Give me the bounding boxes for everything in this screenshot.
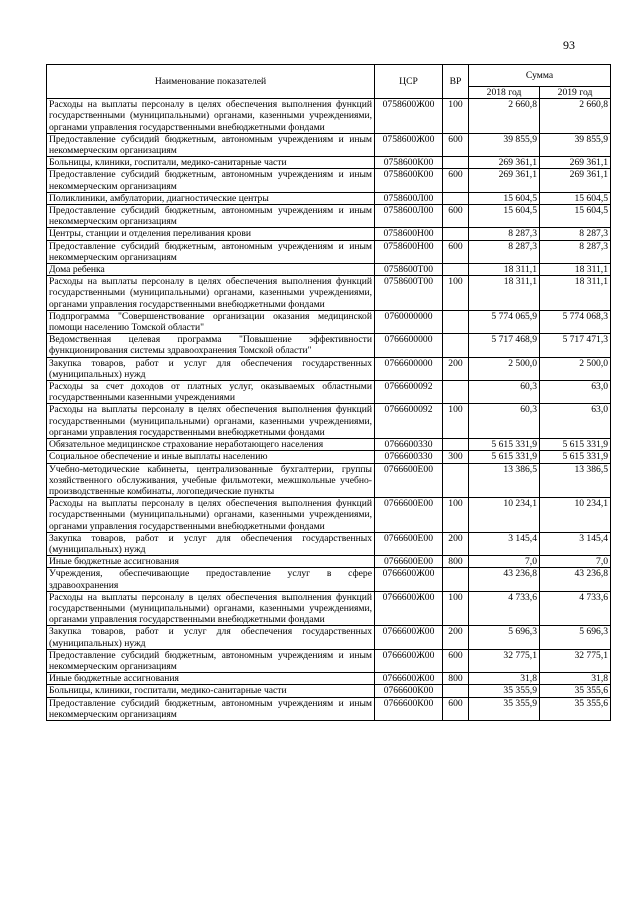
row-name: Больницы, клиники, госпитали, медико-санитарные части	[47, 685, 375, 697]
row-amount-2019: 5 717 471,3	[540, 334, 611, 357]
row-vr: 300	[443, 451, 469, 463]
row-csr: 0766600Ж00	[375, 591, 443, 626]
row-amount-2019: 43 236,8	[540, 568, 611, 591]
row-amount-2018: 31,8	[469, 673, 540, 685]
table-row	[47, 228, 611, 240]
row-amount-2019: 10 234,1	[540, 498, 611, 533]
row-name: Предоставление субсидий бюджетным, автономным учреждениям и иным некоммерческим организациям	[47, 697, 375, 720]
row-amount-2019: 18 311,1	[540, 264, 611, 276]
row-vr: 100	[443, 498, 469, 533]
row-amount-2019: 39 855,9	[540, 133, 611, 156]
row-amount-2018: 18 311,1	[469, 264, 540, 276]
row-name: Ведомственная целевая программа "Повышение эффективности функционирования системы здравоохранения Томской области"	[47, 334, 375, 357]
table-row	[47, 498, 611, 533]
row-amount-2019: 4 733,6	[540, 591, 611, 626]
row-vr	[443, 228, 469, 240]
row-vr	[443, 439, 469, 451]
row-name: Учреждения, обеспечивающие предоставление услуг в сфере здравоохранения	[47, 568, 375, 591]
row-amount-2018: 43 236,8	[469, 568, 540, 591]
row-vr: 600	[443, 205, 469, 228]
row-amount-2019: 15 604,5	[540, 192, 611, 204]
table-row	[47, 169, 611, 192]
row-vr	[443, 463, 469, 498]
row-amount-2019: 8 287,3	[540, 240, 611, 263]
row-csr: 0758600Т00	[375, 264, 443, 276]
table-row	[47, 192, 611, 204]
row-vr	[443, 685, 469, 697]
table-row	[47, 463, 611, 498]
row-csr: 0766600Е00	[375, 556, 443, 568]
row-amount-2018: 60,3	[469, 404, 540, 439]
row-amount-2019: 35 355,6	[540, 685, 611, 697]
row-name: Иные бюджетные ассигнования	[47, 556, 375, 568]
row-csr: 0760000000	[375, 310, 443, 333]
row-amount-2019: 18 311,1	[540, 276, 611, 311]
page-number: 93	[563, 38, 575, 52]
table-row	[47, 157, 611, 169]
header-name: Наименование показателей	[47, 65, 375, 99]
row-vr: 600	[443, 169, 469, 192]
header-sum: Сумма	[469, 65, 611, 87]
row-amount-2018: 269 361,1	[469, 169, 540, 192]
row-csr: 0758600Л00	[375, 205, 443, 228]
table-row	[47, 591, 611, 626]
row-amount-2018: 35 355,9	[469, 685, 540, 697]
row-amount-2019: 63,0	[540, 404, 611, 439]
row-name: Расходы за счет доходов от платных услуг, оказываемых областными государственными казенными учреждениями	[47, 381, 375, 404]
table-row	[47, 264, 611, 276]
budget-table	[46, 64, 611, 721]
row-name: Учебно-методические кабинеты, централизованные бухгалтерии, группы хозяйственного обслуживания, учебные фильмотеки, межшкольные учебно-производственные комбинаты, логопедические пункты	[47, 463, 375, 498]
row-amount-2018: 8 287,3	[469, 240, 540, 263]
row-amount-2019: 269 361,1	[540, 157, 611, 169]
table-row	[47, 532, 611, 555]
row-vr	[443, 157, 469, 169]
row-amount-2019: 2 500,0	[540, 357, 611, 380]
row-name: Предоставление субсидий бюджетным, автономным учреждениям и иным некоммерческим организациям	[47, 169, 375, 192]
row-csr: 0758600Н00	[375, 240, 443, 263]
row-name: Предоставление субсидий бюджетным, автономным учреждениям и иным некоммерческим организациям	[47, 205, 375, 228]
row-amount-2018: 4 733,6	[469, 591, 540, 626]
row-name: Расходы на выплаты персоналу в целях обеспечения выполнения функций государственными (муниципальными) органами, казенными учреждениями, органами управления государственными внебюджетными фондами	[47, 99, 375, 134]
row-csr: 0766600092	[375, 381, 443, 404]
row-csr: 0758600Ж00	[375, 99, 443, 134]
row-amount-2018: 5 615 331,9	[469, 439, 540, 451]
row-csr: 0758600К00	[375, 169, 443, 192]
row-amount-2019: 13 386,5	[540, 463, 611, 498]
table-row	[47, 381, 611, 404]
row-name: Больницы, клиники, госпитали, медико-санитарные части	[47, 157, 375, 169]
row-amount-2019: 7,0	[540, 556, 611, 568]
row-csr: 0766600К00	[375, 697, 443, 720]
row-name: Подпрограмма "Совершенствование организации оказания медицинской помощи населению Томской области"	[47, 310, 375, 333]
row-amount-2019: 32 775,1	[540, 649, 611, 672]
row-amount-2019: 15 604,5	[540, 205, 611, 228]
header-year-2019: 2019 год	[540, 87, 611, 99]
row-name: Расходы на выплаты персоналу в целях обеспечения выполнения функций государственными (муниципальными) органами, казенными учреждениями, органами управления государственными внебюджетными фондами	[47, 498, 375, 533]
row-amount-2019: 5 696,3	[540, 626, 611, 649]
row-vr: 600	[443, 240, 469, 263]
table-row	[47, 404, 611, 439]
table-row	[47, 451, 611, 463]
row-csr: 0766600Ж00	[375, 626, 443, 649]
table-row	[47, 357, 611, 380]
table-row	[47, 276, 611, 311]
row-amount-2018: 5 717 468,9	[469, 334, 540, 357]
row-csr: 0766600092	[375, 404, 443, 439]
row-amount-2018: 7,0	[469, 556, 540, 568]
row-csr: 0766600Е00	[375, 498, 443, 533]
row-name: Социальное обеспечение и иные выплаты населению	[47, 451, 375, 463]
table-row	[47, 240, 611, 263]
row-csr: 0758600Ж00	[375, 133, 443, 156]
row-amount-2019: 5 774 068,3	[540, 310, 611, 333]
row-amount-2019: 5 615 331,9	[540, 451, 611, 463]
row-name: Предоставление субсидий бюджетным, автономным учреждениям и иным некоммерческим организациям	[47, 133, 375, 156]
table-row	[47, 649, 611, 672]
row-name: Расходы на выплаты персоналу в целях обеспечения выполнения функций государственными (муниципальными) органами, казенными учреждениями, органами управления государственными внебюджетными фондами	[47, 404, 375, 439]
row-name: Предоставление субсидий бюджетным, автономным учреждениям и иным некоммерческим организациям	[47, 649, 375, 672]
row-amount-2019: 2 660,8	[540, 99, 611, 134]
header-year-2018: 2018 год	[469, 87, 540, 99]
row-csr: 0766600К00	[375, 685, 443, 697]
row-vr: 600	[443, 133, 469, 156]
row-name: Закупка товаров, работ и услуг для обеспечения государственных (муниципальных) нужд	[47, 357, 375, 380]
table-row	[47, 439, 611, 451]
row-amount-2018: 13 386,5	[469, 463, 540, 498]
table-row	[47, 697, 611, 720]
row-name: Расходы на выплаты персоналу в целях обеспечения выполнения функций государственными (муниципальными) органами, казенными учреждениями, органами управления государственными внебюджетными фондами	[47, 276, 375, 311]
row-amount-2018: 60,3	[469, 381, 540, 404]
row-amount-2018: 2 500,0	[469, 357, 540, 380]
row-name: Расходы на выплаты персоналу в целях обеспечения выполнения функций государственными (муниципальными) органами, казенными учреждениями, органами управления государственными внебюджетными фондами	[47, 591, 375, 626]
row-csr: 0766600000	[375, 334, 443, 357]
row-amount-2019: 5 615 331,9	[540, 439, 611, 451]
row-csr: 0766600Е00	[375, 463, 443, 498]
table-row	[47, 334, 611, 357]
row-amount-2018: 39 855,9	[469, 133, 540, 156]
row-amount-2019: 35 355,6	[540, 697, 611, 720]
row-name: Обязательное медицинское страхование неработающего населения	[47, 439, 375, 451]
table-row	[47, 205, 611, 228]
table-row	[47, 556, 611, 568]
row-amount-2018: 15 604,5	[469, 205, 540, 228]
row-name: Поликлиники, амбулатории, диагностические центры	[47, 192, 375, 204]
table-row	[47, 310, 611, 333]
row-csr: 0766600330	[375, 439, 443, 451]
row-vr: 800	[443, 673, 469, 685]
row-amount-2018: 5 774 065,9	[469, 310, 540, 333]
row-csr: 0766600330	[375, 451, 443, 463]
table-row	[47, 99, 611, 134]
row-vr	[443, 310, 469, 333]
row-amount-2019: 269 361,1	[540, 169, 611, 192]
row-name: Иные бюджетные ассигнования	[47, 673, 375, 685]
row-vr: 100	[443, 99, 469, 134]
row-amount-2018: 2 660,8	[469, 99, 540, 134]
row-amount-2018: 5 615 331,9	[469, 451, 540, 463]
row-vr: 100	[443, 404, 469, 439]
table-row	[47, 626, 611, 649]
row-name: Дома ребенка	[47, 264, 375, 276]
row-amount-2018: 8 287,3	[469, 228, 540, 240]
row-amount-2018: 3 145,4	[469, 532, 540, 555]
row-amount-2018: 18 311,1	[469, 276, 540, 311]
table-row	[47, 685, 611, 697]
row-amount-2019: 63,0	[540, 381, 611, 404]
table-row	[47, 568, 611, 591]
row-vr	[443, 192, 469, 204]
row-amount-2019: 8 287,3	[540, 228, 611, 240]
row-csr: 0758600Н00	[375, 228, 443, 240]
row-csr: 0758600Л00	[375, 192, 443, 204]
row-amount-2018: 15 604,5	[469, 192, 540, 204]
row-vr: 100	[443, 591, 469, 626]
row-vr: 800	[443, 556, 469, 568]
row-name: Закупка товаров, работ и услуг для обеспечения государственных (муниципальных) нужд	[47, 626, 375, 649]
table-row	[47, 673, 611, 685]
row-amount-2019: 3 145,4	[540, 532, 611, 555]
row-vr: 200	[443, 532, 469, 555]
row-vr	[443, 264, 469, 276]
row-vr	[443, 568, 469, 591]
row-name: Предоставление субсидий бюджетным, автономным учреждениям и иным некоммерческим организациям	[47, 240, 375, 263]
header-vr: ВР	[443, 65, 469, 99]
row-vr: 600	[443, 649, 469, 672]
row-vr	[443, 334, 469, 357]
row-csr: 0766600Ж00	[375, 649, 443, 672]
row-csr: 0766600Ж00	[375, 568, 443, 591]
row-csr: 0766600Е00	[375, 532, 443, 555]
row-amount-2019: 31,8	[540, 673, 611, 685]
header-csr: ЦСР	[375, 65, 443, 99]
row-amount-2018: 35 355,9	[469, 697, 540, 720]
row-csr: 0758600К00	[375, 157, 443, 169]
row-amount-2018: 269 361,1	[469, 157, 540, 169]
table-row	[47, 133, 611, 156]
row-vr: 200	[443, 626, 469, 649]
row-vr: 200	[443, 357, 469, 380]
row-csr: 0758600Т00	[375, 276, 443, 311]
row-vr	[443, 381, 469, 404]
row-name: Центры, станции и отделения переливания крови	[47, 228, 375, 240]
row-amount-2018: 10 234,1	[469, 498, 540, 533]
row-amount-2018: 5 696,3	[469, 626, 540, 649]
row-csr: 0766600Ж00	[375, 673, 443, 685]
row-amount-2018: 32 775,1	[469, 649, 540, 672]
row-name: Закупка товаров, работ и услуг для обеспечения государственных (муниципальных) нужд	[47, 532, 375, 555]
row-csr: 0766600000	[375, 357, 443, 380]
row-vr: 600	[443, 697, 469, 720]
row-vr: 100	[443, 276, 469, 311]
